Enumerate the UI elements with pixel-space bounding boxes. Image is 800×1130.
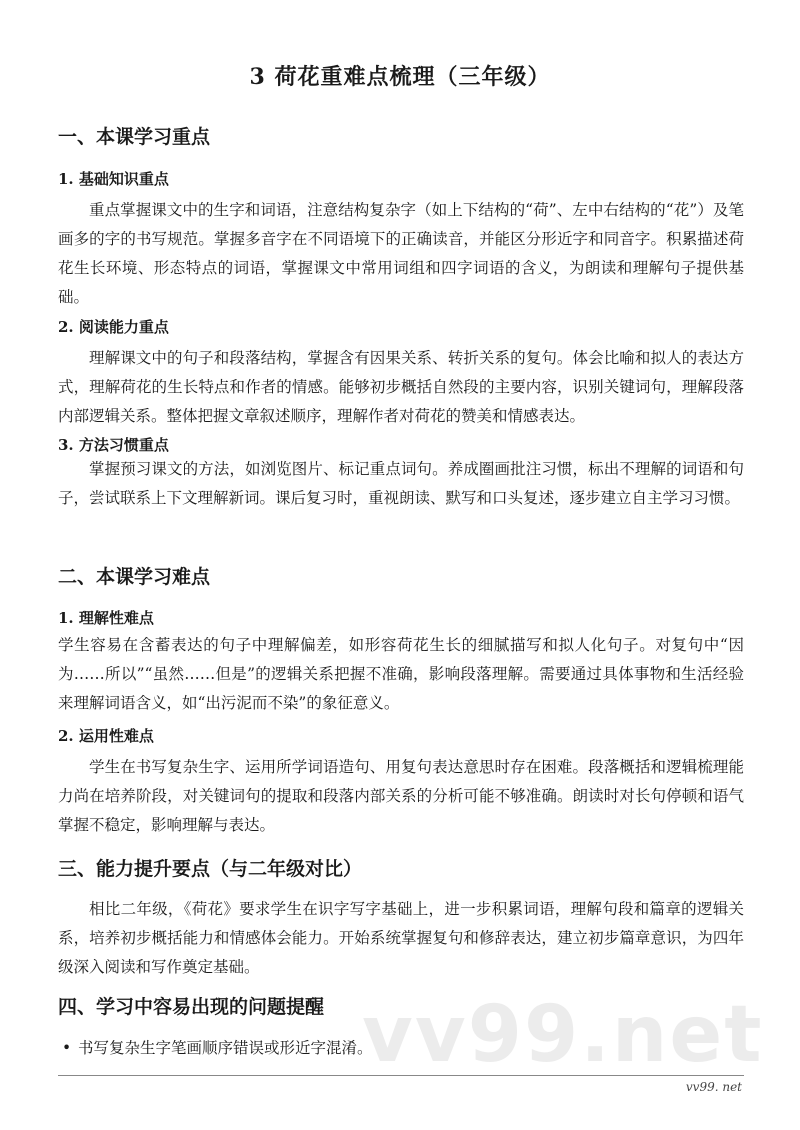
- watermark: vv99.net: [362, 990, 764, 1080]
- list-item-text: 书写复杂生字笔画顺序错误或形近字混淆。: [78, 1039, 373, 1057]
- section-heading-common-problems: 四、学习中容易出现的问题提醒: [58, 996, 325, 1018]
- paragraph-application-difficulty: 学生在书写复杂生字、运用所学词语造句、用复句表达意思时存在困难。段落概括和逻辑梳理能力尚在培养阶段，对关键词句的提取和段落内部关系的分析可能不够准确。朗读时对长句停顿和语气掌握不稳定，影响理解与表达。: [58, 758, 744, 834]
- subheading-reading-ability: 2. 阅读能力重点: [58, 318, 169, 336]
- paragraph-method-habit: 掌握预习课文的方法，如浏览图片、标记重点词句。养成圈画批注习惯，标出不理解的词语和句子，尝试联系上下文理解新词。课后复习时，重视朗读、默写和口头复述，逐步建立自主学习习惯。: [58, 460, 744, 507]
- list-item: [62, 1034, 373, 1063]
- section-heading-key-points: 一、本课学习重点: [58, 126, 211, 148]
- subheading-understanding-difficulty: 1. 理解性难点: [58, 609, 154, 627]
- bullet-icon: •: [62, 1039, 72, 1057]
- paragraph-basic-knowledge: 重点掌握课文中的生字和词语，注意结构复杂字（如上下结构的“荷”、左中右结构的“花”）及笔画多的字的书写规范。掌握多音字在不同语境下的正确读音，并能区分形近字和同音字。积累描述荷花生长环境、形态特点的词语，掌握课文中常用词组和四字词语的含义，为朗读和理解句子提供基础。: [58, 201, 744, 306]
- paragraph-ability-improvement: 相比二年级，《荷花》要求学生在识字写字基础上，进一步积累词语，理解句段和篇章的逻辑关系，培养初步概括能力和情感体会能力。开始系统掌握复句和修辞表达，建立初步篇章意识，为四年级深入阅读和写作奠定基础。: [58, 900, 744, 976]
- paragraph-reading-ability: 理解课文中的句子和段落结构，掌握含有因果关系、转折关系的复句。体会比喻和拟人的表达方式，理解荷花的生长特点和作者的情感。能够初步概括自然段的主要内容，识别关键词句，理解段落内部逻辑关系。整体把握文章叙述顺序，理解作者对荷花的赞美和情感表达。: [58, 349, 744, 425]
- subheading-application-difficulty: 2. 运用性难点: [58, 727, 154, 745]
- subheading-basic-knowledge: 1. 基础知识重点: [58, 170, 169, 188]
- footer-divider: [58, 1075, 744, 1076]
- page-title: 3 荷花重难点梳理（三年级）: [249, 64, 551, 90]
- section-heading-difficulties: 二、本课学习难点: [58, 566, 211, 588]
- paragraph-understanding-difficulty: 学生容易在含蓄表达的句子中理解偏差，如形容荷花生长的细腻描写和拟人化句子。对复句中“因为……所以”“虽然……但是”的逻辑关系把握不准确，影响段落理解。需要通过具体事物和生活经验来理解词语含义，如“出污泥而不染”的象征意义。: [58, 636, 744, 712]
- subheading-method-habit: 3. 方法习惯重点: [58, 436, 169, 454]
- section-heading-ability-improvement: 三、能力提升要点（与二年级对比）: [58, 858, 363, 880]
- footer-site-name: vv99. net: [685, 1080, 742, 1094]
